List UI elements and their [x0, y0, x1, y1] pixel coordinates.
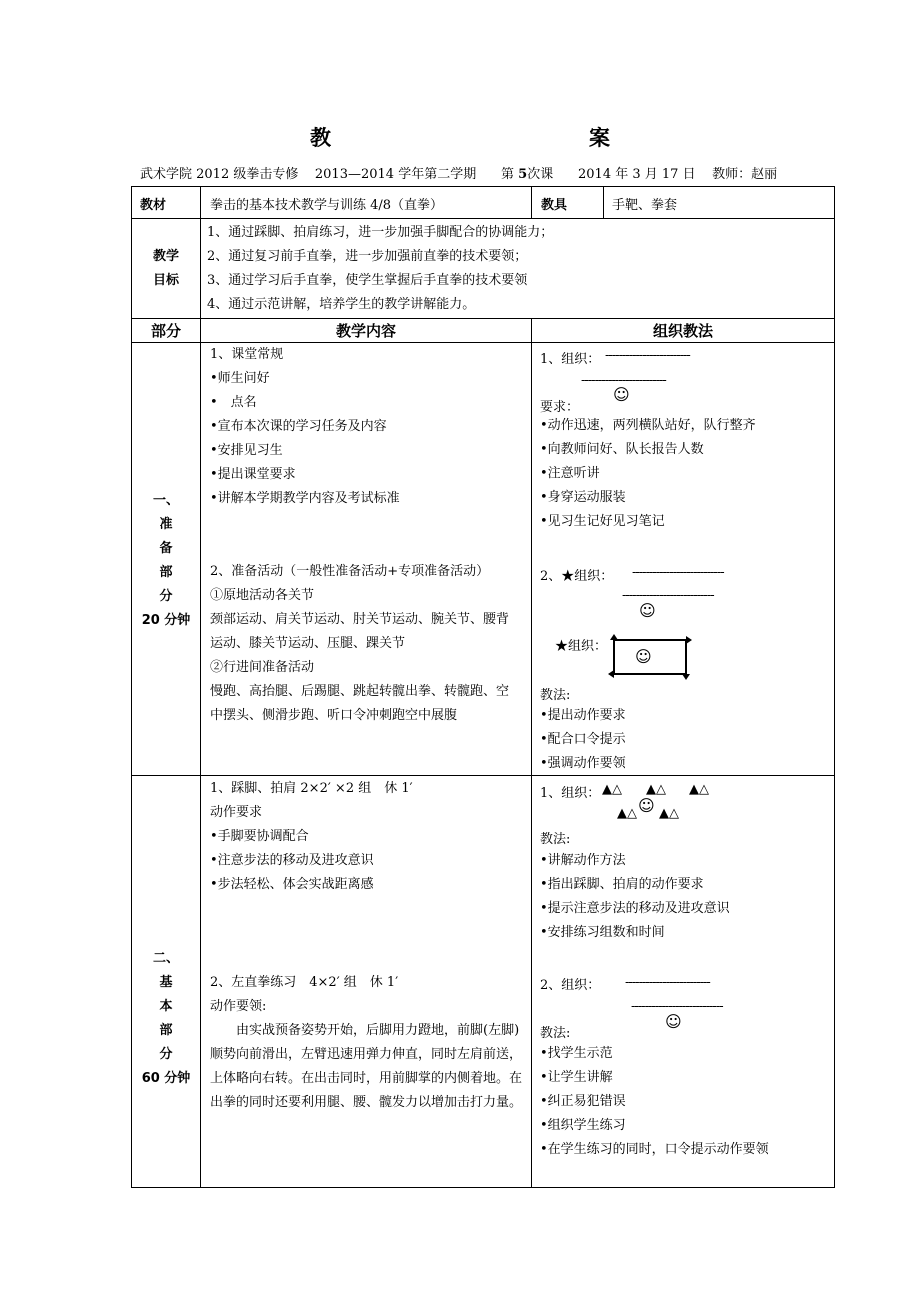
- method-line: •强调动作要领: [540, 756, 626, 771]
- prep-content-routine: [210, 343, 400, 511]
- method-line: •讲解动作方法: [540, 853, 626, 868]
- lesson-date: 2014 年 3 月 17 日: [578, 167, 696, 182]
- prep-label-line: 备: [159, 541, 173, 556]
- content-line: •步法轻松、体会实战距离感: [210, 877, 374, 892]
- goals-label: [132, 245, 200, 293]
- textbook-label: 教材: [140, 198, 167, 213]
- prep-org-1-label: 1、组织：: [540, 352, 601, 367]
- basic-label-line: 60 分钟: [141, 1071, 191, 1086]
- method-line: •找学生示范: [540, 1046, 613, 1061]
- content-line: 动作要领:: [210, 999, 267, 1014]
- content-line: •手脚要协调配合: [210, 829, 309, 844]
- prep-label-line: 一、: [152, 493, 179, 508]
- formation-line: ---------------------------: [631, 999, 723, 1014]
- method-line: •注意听讲: [540, 466, 600, 481]
- basic-org-1-label: 1、组织：: [540, 786, 601, 801]
- content-line: ①原地活动各关节: [210, 588, 315, 603]
- prep-label-line: 部: [159, 565, 173, 580]
- basic-label-line: 部: [159, 1023, 173, 1038]
- header-content: 教学内容: [335, 322, 396, 340]
- basic-label-line: 本: [159, 999, 173, 1014]
- prep-label-line: 20 分钟: [141, 613, 191, 628]
- content-line: 2、左直拳练习 4×2′ 组 休 1′: [210, 975, 399, 990]
- basic-content-jab: [210, 971, 398, 1019]
- content-line: •安排见习生: [210, 443, 283, 458]
- goal-item: 3、通过学习后手直拳，使学生掌握后手直拳的技术要领: [207, 273, 528, 288]
- goal-item: 2、通过复习前手直拳，进一步加强前直拳的技术要领；: [207, 249, 528, 264]
- arrow-down-icon: [682, 674, 690, 680]
- content-line: 颈部运动、肩关节运动、肘关节运动、腕关节、腰背: [210, 612, 510, 627]
- content-line: 动作要求: [210, 805, 263, 820]
- prep-teaching: [540, 704, 626, 776]
- method-line: •纠正易犯错误: [540, 1094, 626, 1109]
- lesson-prefix: 第: [501, 167, 515, 182]
- content-line: 慢跑、高抬腿、后踢腿、跳起转髋出拳、转髋跑、空: [210, 684, 510, 699]
- teacher-smiley-icon: ☺: [638, 796, 655, 815]
- prep-org-3-label: ★组织：: [555, 639, 608, 654]
- content-line: 1、课堂常规: [210, 347, 284, 362]
- basic-teach-label-1: 教法:: [540, 832, 571, 847]
- method-line: •见习生记好见习笔记: [540, 514, 665, 529]
- method-line: •组织学生练习: [540, 1118, 626, 1133]
- prep-org-2-label: 2、★组织：: [540, 569, 614, 584]
- partner-pair: ▲△: [646, 782, 666, 797]
- formation-line: ---------------------------: [632, 565, 724, 580]
- goals-label-line-2: 目标: [152, 273, 179, 288]
- content-line: ②行进间准备活动: [210, 660, 315, 675]
- teacher-smiley-icon: ☺: [665, 1012, 682, 1031]
- teacher-smiley-icon: ☺: [635, 647, 652, 666]
- equipment-label: 教具: [541, 198, 568, 213]
- content-line: 1、踩脚、拍肩 2×2′ ×2 组 休 1′: [210, 781, 413, 796]
- prep-teach-label: 教法:: [540, 688, 571, 703]
- content-line: 中摆头、侧滑步跑、听口令冲刺跑空中展腹: [210, 708, 458, 723]
- formation-line: -------------------------: [625, 975, 710, 990]
- content-line: •讲解本学期教学内容及考试标准: [210, 491, 400, 506]
- basic-teaching-1: [540, 849, 730, 945]
- prep-content-warmup: [210, 560, 509, 728]
- formation-line: -------------------------: [605, 348, 690, 363]
- method-line: •动作迅速，两列横队站好，队行整齐: [540, 418, 756, 433]
- school-class: 武术学院 2012 级拳击专修: [140, 167, 299, 182]
- goals-label-line-1: 教学: [152, 249, 179, 264]
- content-line: • 点名: [210, 395, 257, 410]
- basic-teaching-2: [540, 1042, 769, 1162]
- content-line: •宣布本次课的学习任务及内容: [210, 419, 387, 434]
- formation-line: -------------------------: [581, 373, 666, 388]
- basic-label-line: 分: [159, 1047, 173, 1062]
- basic-content-footwork: [210, 777, 413, 897]
- method-line: •向教师问好、队长报告人数: [540, 442, 704, 457]
- content-line: 2、准备活动（一般性准备活动+专项准备活动）: [210, 564, 490, 579]
- partner-pair: ▲△: [617, 806, 637, 821]
- teacher-name: 教师：赵丽: [712, 167, 778, 182]
- method-line: •提出动作要求: [540, 708, 626, 723]
- basic-label-line: 二、: [152, 951, 179, 966]
- prep-label-line: 准: [159, 517, 173, 532]
- method-line: •身穿运动服装: [540, 490, 626, 505]
- goal-item: 4、通过示范讲解，培养学生的教学讲解能力。: [207, 297, 476, 312]
- method-line: •在学生练习的同时，口令提示动作要领: [540, 1142, 769, 1157]
- jab-description: 由实战预备姿势开始，后脚用力蹬地，前脚(左脚)顺势向前滑出，左臂迅速用弹力伸直，同时左肩前送，上体略向右转。在出击同时，用前脚掌的内侧着地。在出拳的同时还要利用腿、腰、髋发力以增加击打力量。: [210, 1023, 523, 1110]
- method-line: •让学生讲解: [540, 1070, 613, 1085]
- lesson-suffix: 次课: [527, 167, 554, 182]
- prep-label-line: 分: [159, 589, 173, 604]
- basic-teach-label-2: 教法:: [540, 1026, 571, 1041]
- basic-label-line: 基: [159, 975, 173, 990]
- arrow-up-icon: [610, 634, 618, 640]
- prep-section-label: [132, 489, 200, 633]
- lesson-number: 5: [518, 167, 528, 182]
- school-term: 2013—2014 学年第二学期: [314, 167, 477, 182]
- prep-requirements: [540, 414, 756, 534]
- header-part: 部分: [150, 322, 181, 340]
- partner-pair: ▲△: [689, 782, 709, 797]
- method-line: •配合口令提示: [540, 732, 626, 747]
- content-line: •提出课堂要求: [210, 467, 296, 482]
- method-line: •指出踩脚、拍肩的动作要求: [540, 877, 704, 892]
- arrow-left-icon: [608, 670, 614, 678]
- arrow-right-icon: [686, 636, 692, 644]
- goal-item: 1、通过踩脚、拍肩练习，进一步加强手脚配合的协调能力；: [207, 225, 554, 240]
- prep-req-label: 要求：: [540, 400, 580, 415]
- header-method: 组织教法: [652, 322, 713, 340]
- goals-list: [207, 221, 553, 317]
- content-line: •注意步法的移动及进攻意识: [210, 853, 374, 868]
- partner-pair: ▲△: [602, 782, 622, 797]
- page-title: 教 案: [310, 125, 682, 150]
- course-info-line: [140, 163, 777, 182]
- textbook-value: 拳击的基本技术教学与训练 4/8（直拳）: [210, 198, 444, 213]
- content-line: 运动、膝关节运动、压腿、踝关节: [210, 636, 406, 651]
- method-line: •提示注意步法的移动及进攻意识: [540, 901, 730, 916]
- teacher-smiley-icon: ☺: [613, 385, 630, 404]
- equipment-value: 手靶、拳套: [612, 198, 678, 213]
- basic-org-2-label: 2、组织：: [540, 978, 601, 993]
- teacher-smiley-icon: ☺: [639, 601, 656, 620]
- content-line: •师生问好: [210, 371, 270, 386]
- method-line: •安排练习组数和时间: [540, 925, 665, 940]
- basic-section-label: [132, 947, 200, 1091]
- formation-line: ---------------------------: [622, 588, 714, 603]
- partner-pair: ▲△: [659, 806, 679, 821]
